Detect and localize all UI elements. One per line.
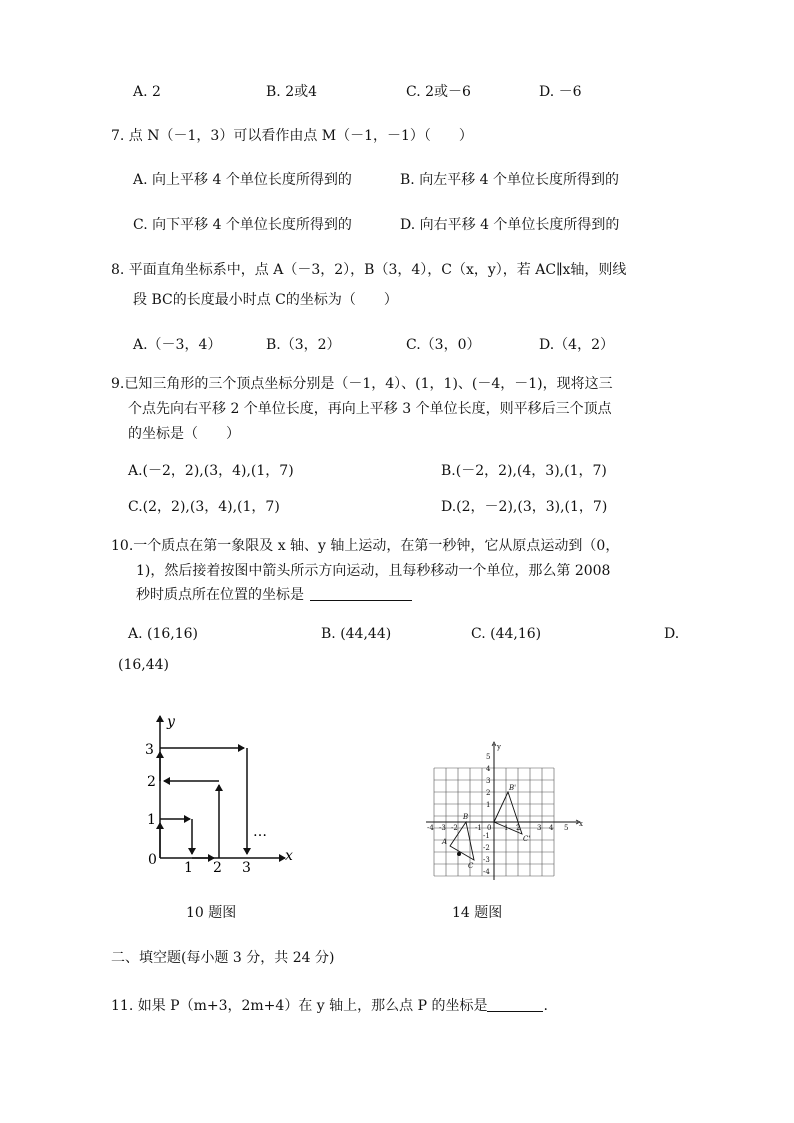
q8-option-a: A.（－3，4） bbox=[133, 337, 222, 353]
q9-option-b: B.(－2，2),(4，3),(1，7) bbox=[441, 463, 607, 479]
fig14-x-tick-m1: -1 bbox=[475, 824, 482, 832]
fig14-label-a: A bbox=[442, 838, 448, 846]
q7-option-d: D. 向右平移 4 个单位长度所得到的 bbox=[400, 217, 620, 233]
fig10-x-tick-3: 3 bbox=[242, 860, 251, 876]
fig10-origin: 0 bbox=[148, 852, 157, 868]
q9-stem-line2: 个点先向右平移 2 个单位长度，再向上平移 3 个单位长度，则平移后三个顶点 bbox=[128, 401, 612, 417]
q10-stem-line2: 1)，然后接着按图中箭头所示方向运动，且每秒移动一个单位，那么第 2008 bbox=[136, 563, 611, 579]
q6-option-c: C. 2或－6 bbox=[406, 84, 471, 100]
fig14-label-b-prime: B' bbox=[509, 784, 517, 792]
fig14-x-tick-2: 2 bbox=[516, 824, 521, 832]
fig10-x-tick-1: 1 bbox=[184, 860, 193, 876]
q6-option-b: B. 2或4 bbox=[266, 84, 318, 100]
q8-stem-line2: 段 BC的长度最小时点 C的坐标为（ ） bbox=[133, 292, 398, 308]
q9-stem-line1: 9.已知三角形的三个顶点坐标分别是（－1，4）、(1，1)、(－4，－1)，现将这三 bbox=[111, 376, 613, 392]
particle-path bbox=[160, 748, 247, 858]
q10-stem-line3 bbox=[136, 585, 412, 605]
fig14-y-tick-3: 3 bbox=[486, 777, 491, 785]
q7-option-c: C. 向下平移 4 个单位长度所得到的 bbox=[133, 217, 352, 233]
q8-option-d: D.（4，2） bbox=[539, 337, 614, 353]
q10-option-b: B. (44,44) bbox=[321, 626, 392, 642]
figure-14-caption: 14 题图 bbox=[452, 905, 503, 921]
fig14-y-tick-m4: -4 bbox=[483, 868, 490, 876]
q7-option-b: B. 向左平移 4 个单位长度所得到的 bbox=[400, 172, 619, 188]
fig10-ellipsis: … bbox=[253, 824, 267, 840]
fig14-label-c: C bbox=[468, 862, 474, 870]
q8-option-b: B.（3，2） bbox=[266, 337, 341, 353]
fig14-x-tick-3: 3 bbox=[537, 824, 542, 832]
fig14-y-tick-m2: -2 bbox=[483, 844, 490, 852]
q10-option-a: A. (16,16) bbox=[128, 626, 199, 642]
q10-option-c: C. (44,16) bbox=[471, 626, 542, 642]
fig14-x-tick-4: 4 bbox=[549, 824, 554, 832]
fig14-y-tick-4: 4 bbox=[486, 765, 491, 773]
fig14-label-c-prime: C' bbox=[523, 835, 531, 843]
q7-option-a: A. 向上平移 4 个单位长度所得到的 bbox=[133, 172, 352, 188]
section-2-heading: 二、填空题(每小题 3 分，共 24 分) bbox=[111, 950, 335, 966]
fig14-x-tick-m3: -3 bbox=[439, 824, 446, 832]
fig14-label-b: B bbox=[463, 813, 469, 821]
figure-10-caption: 10 题图 bbox=[186, 905, 237, 921]
fig10-y-tick-3: 3 bbox=[145, 742, 154, 758]
fig14-x-tick-m2: -2 bbox=[451, 824, 458, 832]
point-p bbox=[457, 852, 461, 856]
figure-14-grid-diagram bbox=[422, 740, 587, 882]
fig14-y-tick-2: 2 bbox=[486, 789, 491, 797]
figure-10-path-diagram bbox=[135, 708, 310, 878]
fig14-x-tick-5: 5 bbox=[564, 824, 569, 832]
q10-stem-line3-text: 秒时质点所在位置的坐标是 bbox=[136, 587, 304, 603]
fig14-x-tick-1: 1 bbox=[504, 824, 509, 832]
q10-option-d-value: (16,44) bbox=[118, 657, 170, 673]
q6-option-d: D. －6 bbox=[539, 84, 582, 100]
fig14-y-label: y bbox=[497, 743, 501, 751]
fig10-x-tick-2: 2 bbox=[213, 860, 222, 876]
fig14-y-tick-5: 5 bbox=[486, 753, 491, 761]
q9-option-a: A.(－2，2),(3，4),(1，7) bbox=[128, 463, 294, 479]
fig10-y-tick-1: 1 bbox=[147, 812, 156, 828]
q8-stem-line1: 8. 平面直角坐标系中，点 A（－3，2），B（3，4），C（x，y），若 AC∥x轴，则线 bbox=[111, 262, 627, 278]
q10-option-d: D. bbox=[664, 626, 680, 642]
q11-answer-blank bbox=[487, 997, 543, 1012]
q8-option-c: C.（3，0） bbox=[406, 337, 481, 353]
q9-stem-line3: 的坐标是（ ） bbox=[128, 426, 240, 442]
fig14-y-tick-m3: -3 bbox=[483, 856, 490, 864]
fig14-x-tick-0: 0 bbox=[487, 824, 492, 832]
q9-option-d: D.(2，－2),(3，3),(1，7) bbox=[441, 499, 608, 515]
q7-stem: 7. 点 N（－1，3）可以看作由点 M（－1，－1）（ ） bbox=[111, 128, 473, 144]
fig10-y-label: y bbox=[167, 714, 175, 730]
q11-line bbox=[111, 996, 548, 1016]
fig14-y-tick-m1: -1 bbox=[483, 832, 490, 840]
fig14-x-label: x bbox=[579, 820, 583, 828]
fig14-x-tick-m4: -4 bbox=[427, 824, 434, 832]
fig10-x-label: x bbox=[285, 848, 293, 864]
q10-stem-line1: 10.一个质点在第一象限及 x 轴、y 轴上运动，在第一秒钟，它从原点运动到（0， bbox=[111, 538, 620, 554]
q6-option-a: A. 2 bbox=[133, 84, 161, 100]
fig10-y-tick-2: 2 bbox=[147, 774, 156, 790]
q9-option-c: C.(2，2),(3，4),(1，7) bbox=[128, 499, 280, 515]
q11-end: . bbox=[543, 998, 548, 1014]
q10-answer-blank bbox=[310, 586, 412, 601]
q11-stem: 11. 如果 P（m+3，2m+4）在 y 轴上，那么点 P 的坐标是 bbox=[111, 998, 488, 1014]
fig14-y-tick-1: 1 bbox=[486, 801, 491, 809]
